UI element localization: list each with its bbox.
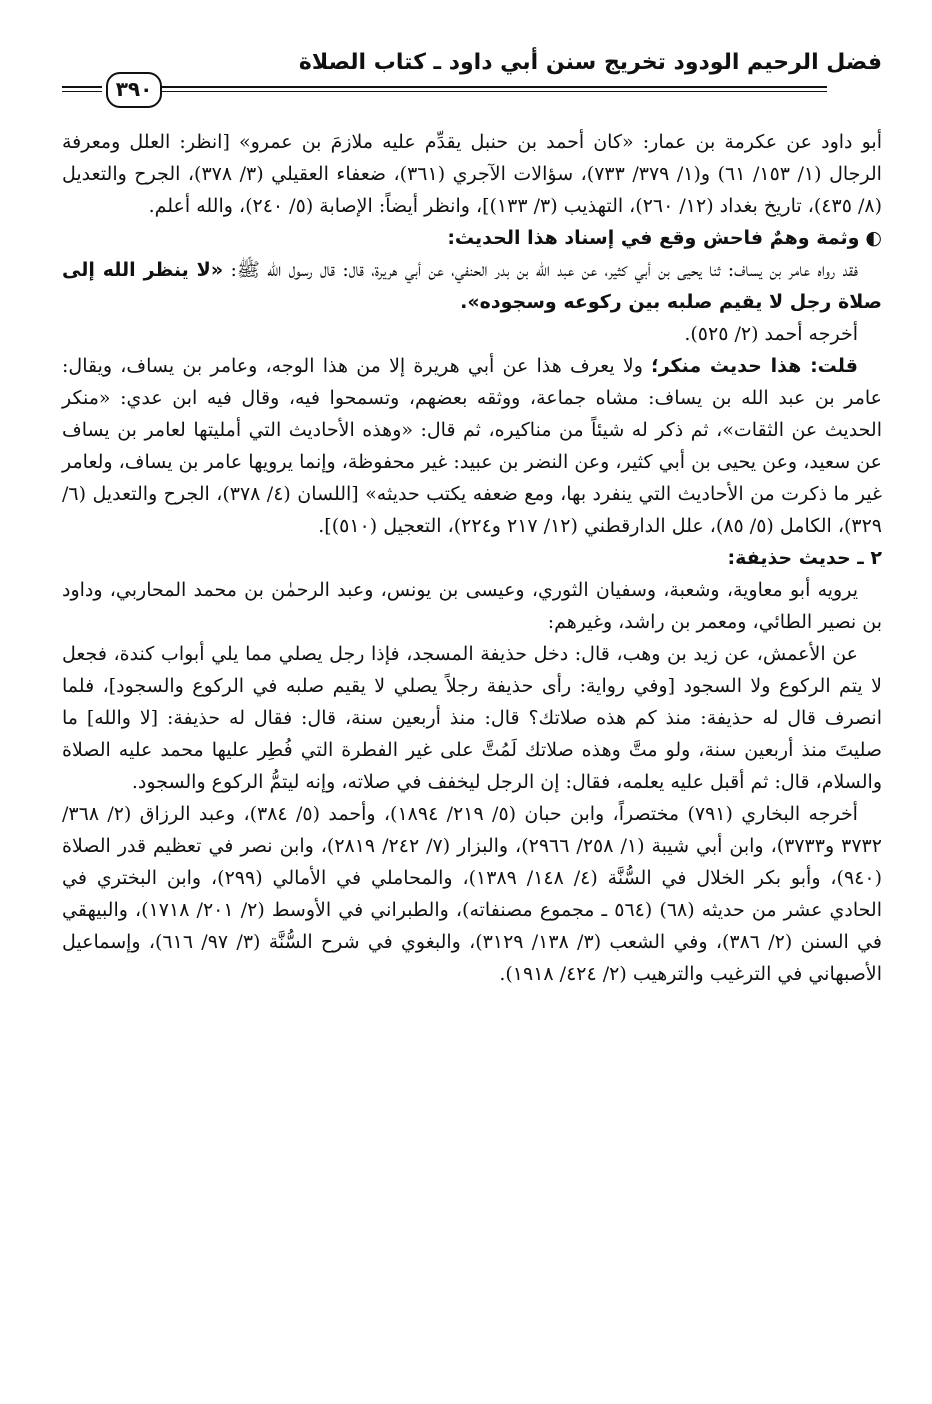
- section-heading-error: [62, 222, 882, 254]
- paragraph-takhrij-sources: أخرجه البخاري (٧٩١) مختصراً، وابن حبان (٥/ ٢١٩/ ١٨٩٤)، وأحمد (٥/ ٣٨٤)، وعبد الرزاق (٢/ ٣٦٨/ ٣٧٣٢ و٣٧٣٣)، وابن أبي شيبة (١/ ٢٥٨/ ٢٩٦٦)، والبزار (٧/ ٢٤٢/ ٢٨١٩)، وابن نصر في تعظيم قدر الصلاة (٩٤٠)، وأبو بكر الخلال في السُّنَّة (٤/ ١٤٨/ ١٣٨٩)، والمحاملي في الأمالي (٢٩٩)، وابن البختري في الحادي عشر من حديثه (٦٨) (٥٦٤ ـ مجموع مصنفاته)، والطبراني في الأوسط (٢/ ٢٠١/ ١٧١٨)، والبيهقي في السنن (٢/ ٣٨٦)، وفي الشعب (٣/ ١٣٨/ ٣١٢٩)، والبغوي في شرح السُّنَّة (٣/ ٩٧/ ٦١٦)، وإسماعيل الأصبهاني في الترغيب والترهيب (٢/ ٤٢٤/ ١٩١٨).: [62, 803, 882, 985]
- header-rule-left-top: [62, 86, 102, 88]
- paragraph-hudhayfa-hadith: عن الأعمش، عن زيد بن وهب، قال: دخل حذيفة المسجد، فإذا رجل يصلي مما يلي أبواب كندة، فجعل لا يتم الركوع ولا السجود [وفي رواية: رأى حذيفة رجلاً يصلي لا يقيم صلبه في الركوع والسجود]، فلما انصرف قال له حذيفة: منذ كم هذه صلاتك؟ قال: منذ أربعين سنة، قال: فقال له حذيفة: [لا والله] ما صليتَ منذ أربعين سنة، ولو متَّ وهذه صلاتك لَمُتَّ على غير الفطرة التي فُطِر عليها محمد عليه الصلاة والسلام، قال: ثم أقبل عليه يعلمه، فقال: إن الرجل ليخفف في صلاته، وإنه ليتمُّ الركوع والسجود.: [62, 643, 882, 793]
- paragraph-narrator-praise: أبو داود عن عكرمة بن عمار: «كان أحمد بن حنبل يقدِّم عليه ملازمَ بن عمرو» [انظر: العلل ومعرفة الرجال (١/ ١٥٣/ ٦١) و(١/ ٣٧٩/ ٧٣٣)، سؤالات الآجري (٣٦١)، ضعفاء العقيلي (٣/ ٣٧٨)، الجرح والتعديل (٨/ ٤٣٥)، تاريخ بغداد (١٢/ ٢٦٠)، التهذيب (٣/ ١٣٣)]، وانظر أيضاً: الإصابة (٥/ ٢٤٠)، والله أعلم.: [62, 131, 883, 217]
- header-rule-top: [162, 86, 827, 88]
- header-rule-bottom: [162, 91, 827, 92]
- paragraph-takhrij-ahmad: أخرجه أحمد (٢/ ٥٢٥).: [684, 323, 858, 345]
- running-title: فضل الرحيم الودود تخريج سنن أبي داود ـ كتاب الصلاة: [298, 50, 882, 75]
- book-page: [62, 42, 883, 985]
- paragraph-verdict: [62, 350, 882, 542]
- section-heading-hudhayfa: ٢ ـ حديث حذيفة:: [727, 547, 882, 569]
- verdict-label: قلت: هذا حديث منكر؛: [651, 355, 858, 377]
- hadith-quote: «لا ينظر الله إلى صلاة رجل لا يقيم صلبه بين ركوعه وسجوده».: [62, 259, 882, 313]
- narration-text: فقد رواه عامر بن يساف: ثنا يحيى بن أبي كثير، عن عبد الله بن بدر الحنفي، عن أبي هريرة، قال: قال رسول الله ﷺ:: [230, 259, 859, 281]
- page-body: [62, 126, 882, 990]
- page-number: ٣٩٠: [106, 72, 162, 108]
- verdict-text: ولا يعرف هذا عن أبي هريرة إلا من هذا الوجه، وعامر بن يساف، ويقال: عامر بن عبد الله بن يساف: مشاه جماعة، ووثقه بعضهم، وتسمحوا فيه، وقال فيه ابن عدي: «منكر الحديث عن الثقات»، ثم ذكر له شيئاً من مناكيره، ثم قال: «وهذه الأحاديث التي أمليتها لعامر بن يساف عن سعيد، وعن يحيى بن أبي كثير، وعن النضر بن عبيد: غير محفوظة، وإنما يرويها عامر بن يساف، ولعامر غير ما ذكرت من الأحاديث التي ينفرد بها، ومع ضعفه يكتب حديثه» [اللسان (٤/ ٣٧٨)، الجرح والتعديل (٦/ ٣٢٩)، الكامل (٥/ ٨٥)، علل الدارقطني (١٢/ ٢١٧ و٢٢٤)، التعجيل (٥١٠)].: [62, 355, 882, 537]
- bullet-icon: ◐: [865, 227, 882, 249]
- running-header: [62, 42, 882, 102]
- header-rule-left-bottom: [62, 91, 102, 92]
- section-heading-text: وثمة وهمٌ فاحش وقع في إسناد هذا الحديث:: [447, 227, 860, 249]
- paragraph-hadith-narration: [62, 254, 882, 318]
- paragraph-narrators: يرويه أبو معاوية، وشعبة، وسفيان الثوري، وعيسى بن يونس، وعبد الرحمٰن بن محمد المحاربي، وداود بن نصير الطائي، ومعمر بن راشد، وغيرهم:: [62, 579, 882, 633]
